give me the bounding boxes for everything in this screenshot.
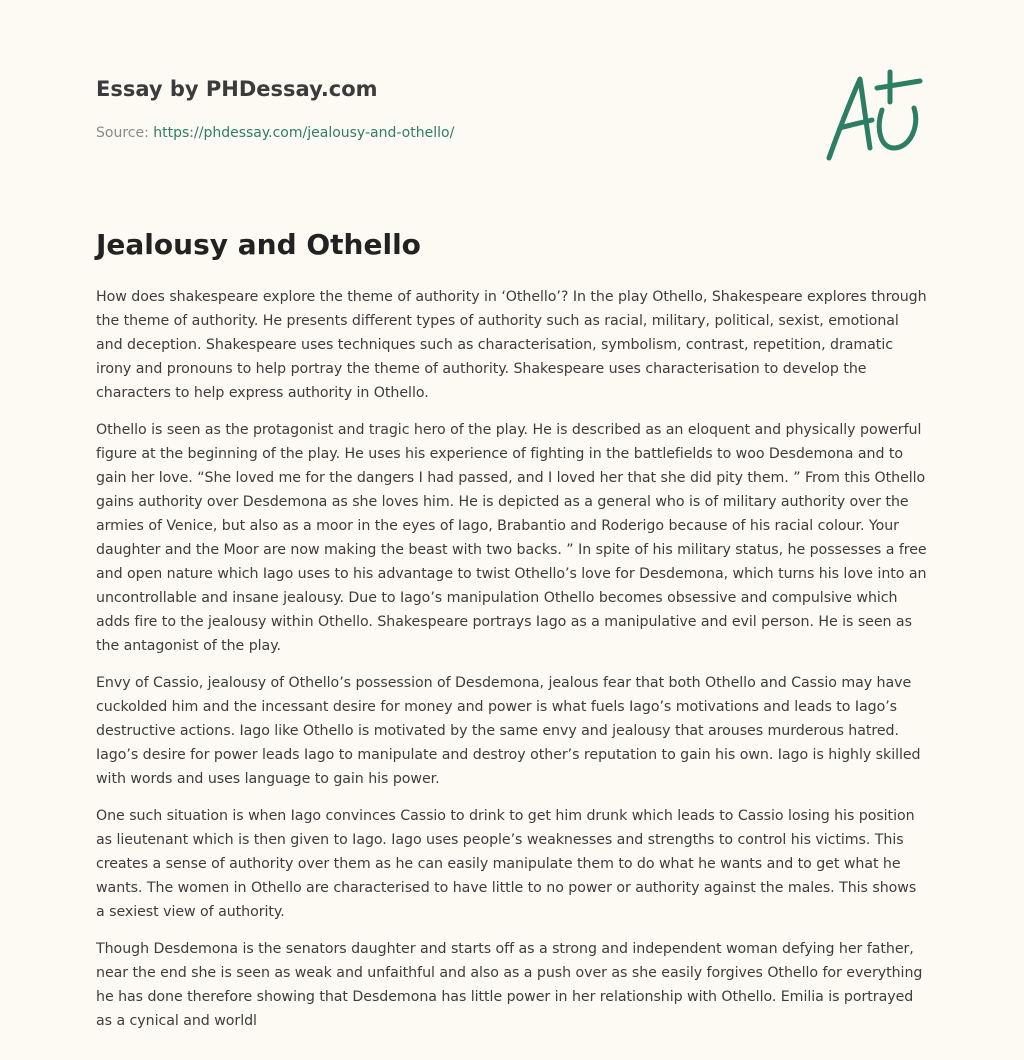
essay-paragraph: How does shakespeare explore the theme of authority in ‘Othello’? In the play Othello, Shakespeare explores through the theme of authority. He presents different types of authority such as racial, military, political, sexist, emotional and deception. Shakespeare uses techniques such as characterisation, symbolism, contrast, repetition, dramatic irony and pronouns to help portray the theme of authority. Shakespeare uses characterisation to develop the characters to help express authority in Othello. [96, 289, 927, 401]
page-header [96, 74, 796, 143]
source-line [96, 123, 796, 143]
essay-title: Jealousy and Othello [96, 228, 421, 261]
site-title: Essay by PHDessay.com [96, 77, 378, 101]
essay-paragraph: Othello is seen as the protagonist and tragic hero of the play. He is described as an eloquent and physically powerful figure at the beginning of the play. He uses his experience of fighting in the battlefields to woo Desdemona and to gain her love. “She loved me for the dangers I had passed, and I loved her that she did pity them. ” From this Othello gains authority over Desdemona as she loves him. He is depicted as a general who is of military authority over the armies of Venice, but also as a moor in the eyes of Iago, Brabantio and Roderigo because of his racial colour. Your daughter and the Moor are now making the beast with two backs. ” In spite of his military status, he possesses a free and open nature which Iago uses to his advantage to twist Othello’s love for Desdemona, which turns his love into an uncontrollable and insane jealousy. Due to Iago’s manipulation Othello becomes obsessive and compulsive which adds fire to the jealousy within Othello. Shakespeare portrays Iago as a manipulative and evil person. He is seen as the antagonist of the play. [96, 422, 927, 654]
essay-paragraph: Though Desdemona is the senators daughter and starts off as a strong and independent woman defying her father, near the end she is seen as weak and unfaithful and also as a push over as she easily forgives Othello for everything he has done therefore showing that Desdemona has little power in her relationship with Othello. Emilia is portrayed as a cynical and worldl [96, 941, 923, 1029]
essay-paragraph: Envy of Cassio, jealousy of Othello’s possession of Desdemona, jealous fear that both Othello and Cassio may have cuckolded him and the incessant desire for money and power is what fuels Iago’s motivations and leads to Iago’s destructive actions. Iago like Othello is motivated by the same envy and jealousy that arouses murderous hatred. Iago’s desire for power leads Iago to manipulate and destroy other’s reputation to gain his own. Iago is highly skilled with words and uses language to gain his power. [96, 675, 921, 787]
essay-paragraph: One such situation is when Iago convinces Cassio to drink to get him drunk which leads to Cassio losing his position as lieutenant which is then given to Iago. Iago uses people’s weaknesses and strengths to control his victims. This creates a sense of authority over them as he can easily manipulate them to do what he wants and to get what he wants. The women in Othello are characterised to have little to no power or authority against the males. This shows a sexiest view of authority. [96, 808, 917, 920]
source-link[interactable]: https://phdessay.com/jealousy-and-othello/ [153, 125, 455, 141]
essay-body [96, 285, 928, 1046]
source-label: Source: [96, 125, 154, 141]
a-plus-grade-icon [822, 68, 928, 164]
